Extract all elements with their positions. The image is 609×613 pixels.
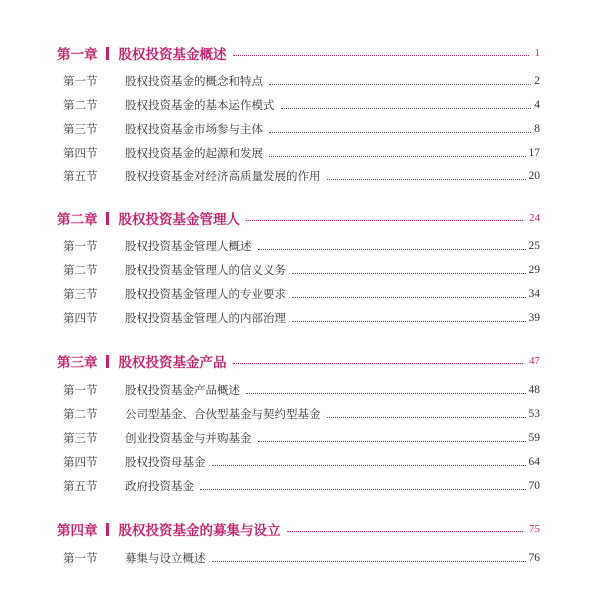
section-number: 第一节 xyxy=(63,383,98,397)
section-title: 股权投资基金的起源和发展 xyxy=(125,146,263,160)
chapter-heading[interactable] xyxy=(57,518,540,540)
chapter-heading[interactable] xyxy=(57,42,540,64)
section-title: 股权投资基金对经济高质量发展的作用 xyxy=(125,169,321,183)
toc-section-entry[interactable] xyxy=(63,166,540,186)
dot-leader xyxy=(212,561,526,562)
chapter-number: 第三章 xyxy=(57,355,98,371)
section-title: 公司型基金、合伙型基金与契约型基金 xyxy=(125,407,321,421)
section-page-number: 48 xyxy=(528,384,540,396)
section-page-number: 64 xyxy=(528,456,540,468)
section-number: 第一节 xyxy=(63,239,98,253)
toc-section-entry[interactable] xyxy=(63,308,540,328)
chapter-marker-bar xyxy=(106,47,109,60)
chapter-marker-bar xyxy=(106,212,109,225)
dot-leader xyxy=(292,273,526,274)
dot-leader xyxy=(327,179,526,180)
section-number: 第三节 xyxy=(63,431,98,445)
section-number: 第一节 xyxy=(63,551,98,565)
section-title: 募集与设立概述 xyxy=(125,551,206,565)
section-title: 股权投资基金产品概述 xyxy=(125,383,240,397)
dot-leader xyxy=(233,363,524,364)
section-page-number: 34 xyxy=(528,288,540,300)
chapter-marker-bar xyxy=(106,523,109,536)
section-title: 股权投资母基金 xyxy=(125,455,206,469)
toc-section-entry[interactable] xyxy=(63,452,540,472)
section-title: 股权投资基金管理人概述 xyxy=(125,239,252,253)
section-number: 第二节 xyxy=(63,407,98,421)
dot-leader xyxy=(269,156,526,157)
toc-section-entry[interactable] xyxy=(63,143,540,163)
toc-section-entry[interactable] xyxy=(63,428,540,448)
toc-section-entry[interactable] xyxy=(63,548,540,568)
section-title: 股权投资基金市场参与主体 xyxy=(125,122,263,136)
section-title: 股权投资基金管理人的专业要求 xyxy=(125,287,286,301)
chapter-title: 股权投资基金管理人 xyxy=(118,212,240,228)
section-page-number: 20 xyxy=(528,170,540,182)
dot-leader xyxy=(327,417,526,418)
section-number: 第四节 xyxy=(63,311,98,325)
chapter-page-number: 1 xyxy=(534,47,540,59)
section-page-number: 25 xyxy=(528,240,540,252)
section-page-number: 59 xyxy=(528,432,540,444)
chapter-heading[interactable] xyxy=(57,207,540,229)
dot-leader xyxy=(287,531,524,532)
section-title: 股权投资基金管理人的内部治理 xyxy=(125,311,286,325)
section-page-number: 76 xyxy=(528,552,540,564)
dot-leader xyxy=(212,465,526,466)
chapter-heading[interactable] xyxy=(57,350,540,372)
section-page-number: 17 xyxy=(528,147,540,159)
section-page-number: 39 xyxy=(528,312,540,324)
toc-section-entry[interactable] xyxy=(63,95,540,115)
chapter-number: 第一章 xyxy=(57,47,98,63)
section-title: 股权投资基金管理人的信义义务 xyxy=(125,263,286,277)
section-title: 创业投资基金与并购基金 xyxy=(125,431,252,445)
chapter-title: 股权投资基金产品 xyxy=(118,355,227,371)
dot-leader xyxy=(258,441,526,442)
toc-section-entry[interactable] xyxy=(63,476,540,496)
chapter-page-number: 24 xyxy=(529,212,540,224)
chapter-number: 第二章 xyxy=(57,212,98,228)
section-number: 第四节 xyxy=(63,146,98,160)
chapter-title: 股权投资基金概述 xyxy=(118,47,227,63)
chapter-number: 第四章 xyxy=(57,523,98,539)
dot-leader xyxy=(292,321,526,322)
section-number: 第三节 xyxy=(63,122,98,136)
section-number: 第二节 xyxy=(63,263,98,277)
toc-section-entry[interactable] xyxy=(63,71,540,91)
dot-leader xyxy=(269,132,531,133)
section-page-number: 29 xyxy=(528,264,540,276)
toc-section-entry[interactable] xyxy=(63,404,540,424)
chapter-marker-bar xyxy=(106,355,109,368)
dot-leader xyxy=(246,393,526,394)
toc-section-entry[interactable] xyxy=(63,119,540,139)
section-page-number: 8 xyxy=(534,123,540,135)
section-page-number: 70 xyxy=(528,480,540,492)
dot-leader xyxy=(200,489,526,490)
section-number: 第四节 xyxy=(63,455,98,469)
section-page-number: 4 xyxy=(534,99,540,111)
toc-section-entry[interactable] xyxy=(63,236,540,256)
chapter-page-number: 75 xyxy=(529,523,540,535)
dot-leader xyxy=(258,249,526,250)
section-title: 股权投资基金的基本运作模式 xyxy=(125,98,275,112)
dot-leader xyxy=(292,297,526,298)
section-number: 第三节 xyxy=(63,287,98,301)
dot-leader xyxy=(246,220,523,221)
section-number: 第一节 xyxy=(63,74,98,88)
section-number: 第二节 xyxy=(63,98,98,112)
chapter-page-number: 47 xyxy=(529,355,540,367)
toc-section-entry[interactable] xyxy=(63,260,540,280)
chapter-title: 股权投资基金的募集与设立 xyxy=(118,523,281,539)
section-page-number: 2 xyxy=(534,75,540,87)
section-number: 第五节 xyxy=(63,169,98,183)
section-title: 政府投资基金 xyxy=(125,479,194,493)
toc-section-entry[interactable] xyxy=(63,284,540,304)
toc-section-entry[interactable] xyxy=(63,380,540,400)
dot-leader xyxy=(269,84,531,85)
section-page-number: 53 xyxy=(528,408,540,420)
dot-leader xyxy=(233,55,529,56)
dot-leader xyxy=(281,108,532,109)
section-number: 第五节 xyxy=(63,479,98,493)
section-title: 股权投资基金的概念和特点 xyxy=(125,74,263,88)
